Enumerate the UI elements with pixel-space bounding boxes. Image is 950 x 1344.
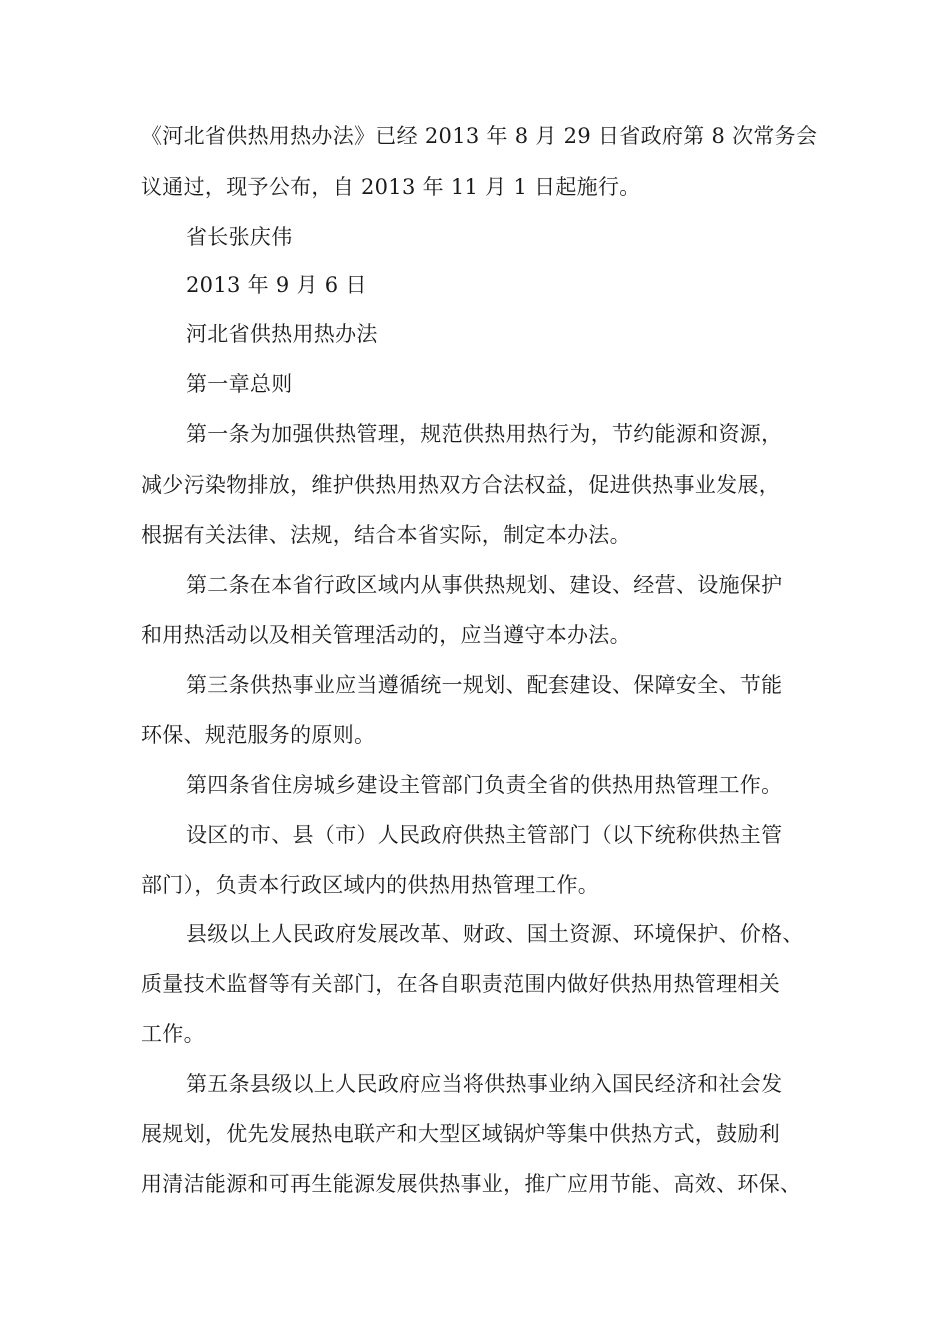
text-line: 第一条为加强供热管理，规范供热用热行为，节约能源和资源， [186, 422, 783, 446]
text-line: 设区的市、县（市）人民政府供热主管部门（以下统称供热主管 [186, 823, 783, 847]
text-line: 工作。 [141, 1022, 205, 1046]
text-line: 根据有关法律、法规，结合本省实际，制定本办法。 [141, 523, 631, 547]
text-line: 质量技术监督等有关部门，在各自职责范围内做好供热用热管理相关 [141, 972, 780, 996]
text-line: 展规划，优先发展热电联产和大型区域锅炉等集中供热方式，鼓励利 [141, 1122, 780, 1146]
document-title: 河北省供热用热办法 [186, 322, 378, 346]
text-line: 县级以上人民政府发展改革、财政、国土资源、环境保护、价格、 [186, 922, 804, 946]
text-line: 和用热活动以及相关管理活动的，应当遵守本办法。 [141, 623, 631, 647]
text-line: 减少污染物排放，维护供热用热双方合法权益，促进供热事业发展， [141, 473, 780, 497]
text-line: 第二条在本省行政区域内从事供热规划、建设、经营、设施保护 [186, 573, 783, 597]
text-line: 2013 年 9 月 6 日 [186, 273, 367, 297]
text-line: 省长张庆伟 [186, 225, 293, 249]
chapter-heading: 第一章总则 [186, 372, 293, 396]
text-line: 《河北省供热用热办法》已经 2013 年 8 月 29 日省政府第 8 次常务会 [141, 124, 818, 148]
text-line: 第五条县级以上人民政府应当将供热事业纳入国民经济和社会发 [186, 1072, 783, 1096]
text-line: 第四条省住房城乡建设主管部门负责全省的供热用热管理工作。 [186, 773, 783, 797]
text-line: 第三条供热事业应当遵循统一规划、配套建设、保障安全、节能 [186, 673, 783, 697]
text-line: 议通过，现予公布，自 2013 年 11 月 1 日起施行。 [141, 175, 641, 199]
text-line: 环保、规范服务的原则。 [141, 723, 376, 747]
text-line: 用清洁能源和可再生能源发展供热事业，推广应用节能、高效、环保、 [141, 1172, 802, 1196]
text-line: 部门），负责本行政区域内的供热用热管理工作。 [141, 873, 600, 897]
